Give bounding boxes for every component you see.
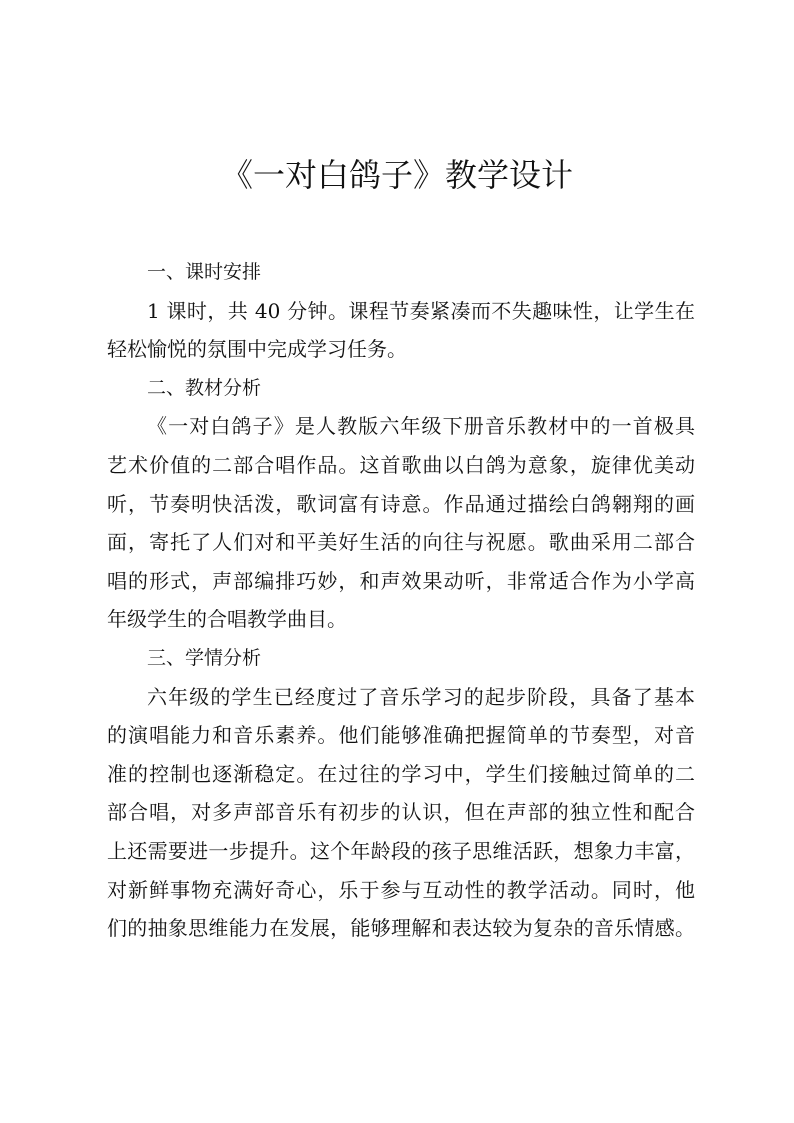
- paragraph-line: 艺术价值的二部合唱作品。这首歌曲以白鸽为意象，旋律优美动: [107, 452, 695, 477]
- paragraph-line: 准的控制也逐渐稳定。在过往的学习中，学生们接触过简单的二: [107, 761, 695, 786]
- document-title: 《一对白鸽子》教学设计: [220, 156, 573, 194]
- section-heading-material-analysis: 二、教材分析: [147, 376, 262, 399]
- paragraph-line: 上还需要进一步提升。这个年龄段的孩子思维活跃，想象力丰富，: [107, 838, 695, 863]
- paragraph-line: 听，节奏明快活泼，歌词富有诗意。作品通过描绘白鸽翱翔的画: [107, 491, 695, 516]
- paragraph-line: 的演唱能力和音乐素养。他们能够准确把握简单的节奏型，对音: [107, 723, 695, 748]
- paragraph-line: 年级学生的合唱教学曲目。: [107, 607, 347, 632]
- paragraph-line: 轻松愉悦的氛围中完成学习任务。: [107, 337, 407, 362]
- paragraph-line: 六年级的学生已经度过了音乐学习的起步阶段，具备了基本: [147, 684, 695, 709]
- section-heading-learner-analysis: 三、学情分析: [147, 646, 262, 669]
- document-body: [107, 253, 695, 948]
- paragraph-line: 对新鲜事物充满好奇心，乐于参与互动性的教学活动。同时，他: [107, 877, 695, 902]
- paragraph-line: 部合唱，对多声部音乐有初步的认识，但在声部的独立性和配合: [107, 800, 695, 825]
- paragraph-line: 们的抽象思维能力在发展，能够理解和表达较为复杂的音乐情感。: [107, 916, 695, 941]
- paragraph-line: 唱的形式，声部编排巧妙，和声效果动听，非常适合作为小学高: [107, 568, 695, 593]
- paragraph-line: 《一对白鸽子》是人教版六年级下册音乐教材中的一首极具: [147, 414, 695, 439]
- section-heading-schedule: 一、课时安排: [147, 261, 262, 283]
- paragraph-line: 面，寄托了人们对和平美好生活的向往与祝愿。歌曲采用二部合: [107, 530, 695, 555]
- paragraph-line: 1 课时，共 40 分钟。课程节奏紧凑而不失趣味性，让学生在: [147, 298, 695, 323]
